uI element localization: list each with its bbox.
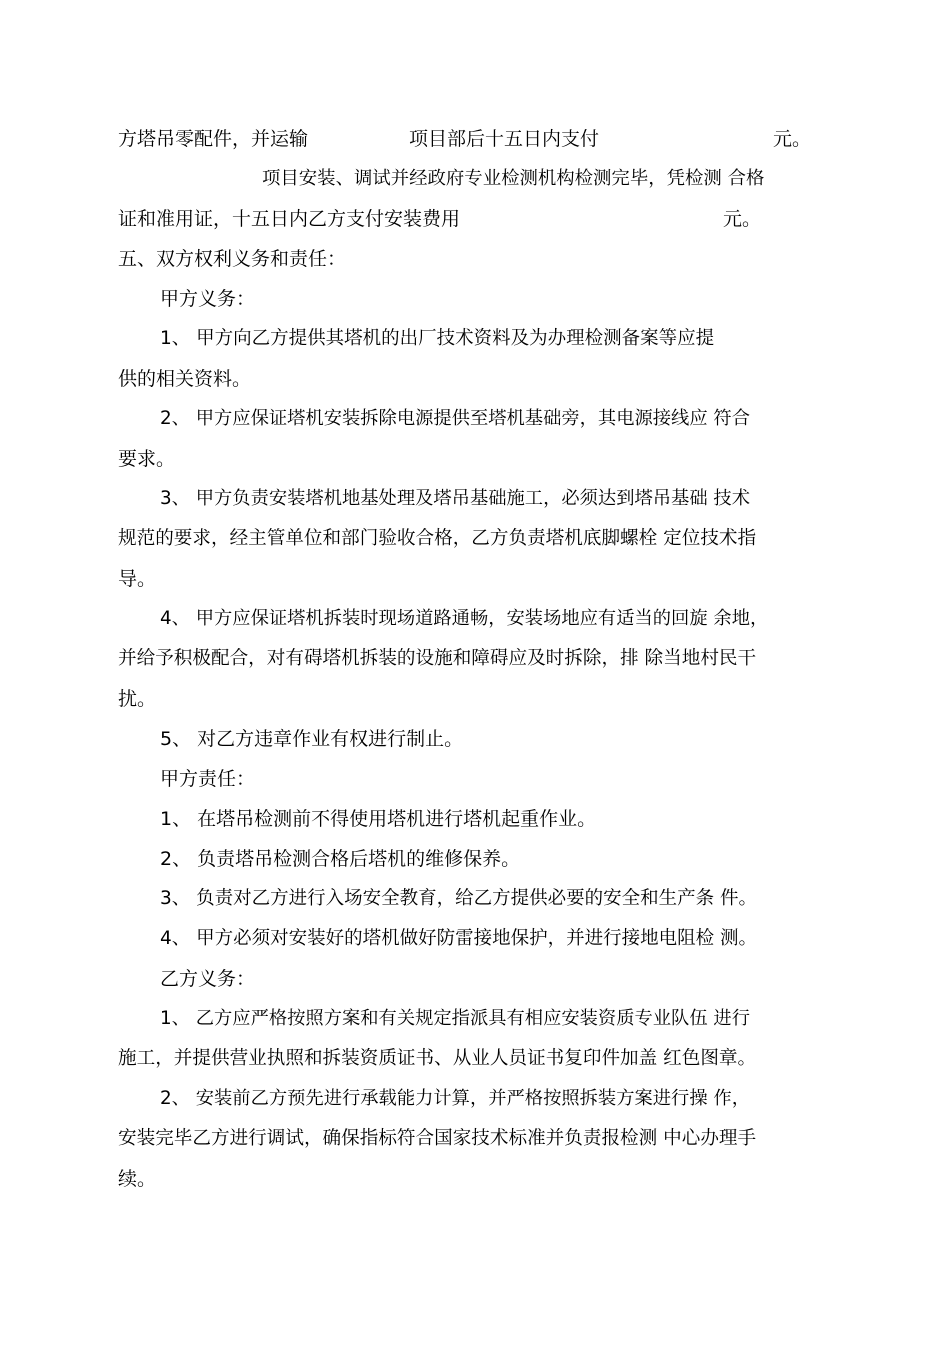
text-line-20: 3、 负责对乙方进行入场安全教育，给乙方提供必要的安全和生产条 件。	[160, 888, 758, 909]
text-line-19: 2、 负责塔吊检测合格后塔机的维修保养。	[160, 848, 521, 870]
section-heading-rights: 五、双方权利义务和责任：	[118, 248, 347, 270]
text-line-24: 施工，并提供营业执照和拆装资质证书、从业人员证书复印件加盖 红色图章。	[118, 1048, 757, 1069]
text-line-11: 规范的要求，经主管单位和部门验收合格，乙方负责塔机底脚螺栓 定位技术指	[118, 528, 757, 549]
text-line-7: 供的相关资料。	[118, 368, 252, 390]
text-line-16: 5、 对乙方违章作业有权进行制止。	[160, 728, 464, 750]
text-line-13: 4、 甲方应保证塔机拆装时现场道路通畅，安装场地应有适当的回旋 余地，	[160, 608, 769, 629]
text-line-2: 项目安装、调试并经政府专业检测机构检测完毕，凭检测 合格	[262, 168, 765, 189]
text-line-15: 扰。	[118, 688, 157, 710]
text-line-8: 2、 甲方应保证塔机安装拆除电源提供至塔机基础旁，其电源接线应 符合	[160, 408, 750, 429]
text-line-10: 3、 甲方负责安装塔机地基处理及塔吊基础施工，必须达到塔吊基础 技术	[160, 488, 750, 509]
text-line-9: 要求。	[118, 448, 176, 470]
text-line-23: 1、 乙方应严格按照方案和有关规定指派具有相应安装资质专业队伍 进行	[160, 1008, 750, 1029]
text-line-1b: 项目部后十五日内支付	[409, 128, 600, 150]
text-line-12: 导。	[118, 568, 157, 590]
text-line-3a: 证和准用证，十五日内乙方支付安装费用	[118, 208, 461, 230]
text-line-21: 4、 甲方必须对安装好的塔机做好防雷接地保护，并进行接地电阻检 测。	[160, 928, 758, 949]
subheading-party-a-obligations: 甲方义务：	[160, 288, 256, 310]
text-line-1a: 方塔吊零配件，并运输	[118, 128, 309, 150]
text-line-1c: 元。	[773, 128, 812, 150]
text-line-14: 并给予积极配合，对有碍塔机拆装的设施和障碍应及时拆除，排 除当地村民干	[118, 648, 757, 669]
subheading-party-a-responsibilities: 甲方责任：	[160, 768, 256, 790]
text-line-18: 1、 在塔吊检测前不得使用塔机进行塔机起重作业。	[160, 808, 597, 830]
subheading-party-b-obligations: 乙方义务：	[160, 968, 256, 990]
text-line-3b: 元。	[723, 208, 762, 230]
text-line-27: 续。	[118, 1168, 157, 1190]
text-line-6: 1、 甲方向乙方提供其塔机的出厂技术资料及为办理检测备案等应提	[160, 328, 715, 349]
text-line-25: 2、 安装前乙方预先进行承载能力计算，并严格按照拆装方案进行操 作，	[160, 1088, 750, 1109]
text-line-26: 安装完毕乙方进行调试，确保指标符合国家技术标准并负责报检测 中心办理手	[118, 1128, 757, 1149]
